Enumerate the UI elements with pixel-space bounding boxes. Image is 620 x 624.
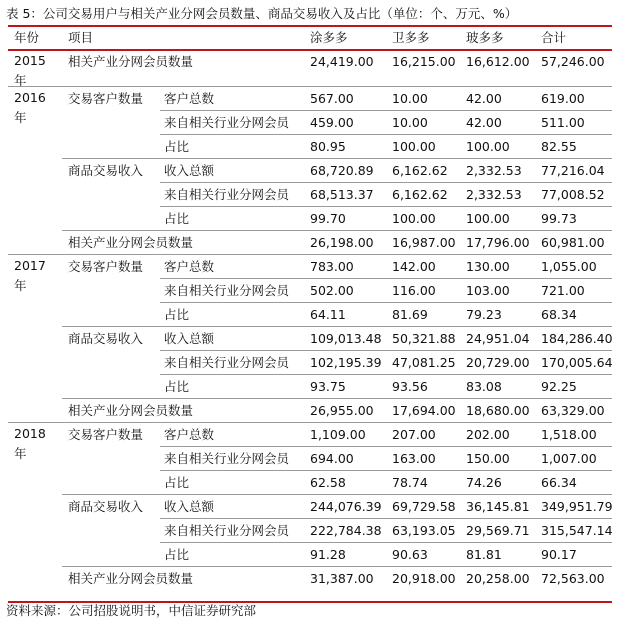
- value-boduoduo: 202.00: [466, 427, 510, 442]
- group-rule: [62, 230, 612, 231]
- sub-row-rule: [160, 302, 612, 303]
- value-tuduoduo: 502.00: [310, 283, 354, 298]
- group-rule: [62, 494, 612, 495]
- value-total: 184,286.40: [541, 331, 613, 346]
- value-tuduoduo: 694.00: [310, 451, 354, 466]
- group-label-customers: 交易客户数量: [68, 259, 144, 274]
- sub-row-label: 占比: [164, 475, 190, 490]
- sub-row-label: 占比: [164, 547, 190, 562]
- value-tuduoduo: 26,955.00: [310, 403, 374, 418]
- sub-row-label: 客户总数: [164, 91, 215, 106]
- value-total: 349,951.79: [541, 499, 613, 514]
- row-label: 相关产业分网会员数量: [68, 54, 194, 69]
- value-weiduoduo: 16,987.00: [392, 235, 456, 250]
- value-boduoduo: 42.00: [466, 91, 502, 106]
- value-weiduoduo: 116.00: [392, 283, 436, 298]
- value-total: 1,055.00: [541, 259, 597, 274]
- value-boduoduo: 20,729.00: [466, 355, 530, 370]
- value-total: 315,547.14: [541, 523, 613, 538]
- value-boduoduo: 2,332.53: [466, 163, 522, 178]
- sub-row-rule: [160, 350, 612, 351]
- value-weiduoduo: 47,081.25: [392, 355, 456, 370]
- value-boduoduo: 42.00: [466, 115, 502, 130]
- value-weiduoduo: 81.69: [392, 307, 428, 322]
- value-weiduoduo: 17,694.00: [392, 403, 456, 418]
- value-tuduoduo: 64.11: [310, 307, 346, 322]
- value-weiduoduo: 78.74: [392, 475, 428, 490]
- value-boduoduo: 20,258.00: [466, 571, 530, 586]
- value-total: 57,246.00: [541, 54, 605, 69]
- year-label: 2017年: [14, 258, 46, 293]
- value-weiduoduo: 10.00: [392, 115, 428, 130]
- sub-row-label: 占比: [164, 211, 190, 226]
- value-tuduoduo: 93.75: [310, 379, 346, 394]
- sub-row-rule: [160, 134, 612, 135]
- value-boduoduo: 24,951.04: [466, 331, 530, 346]
- group-rule: [62, 566, 612, 567]
- sub-row-label: 收入总额: [164, 499, 215, 514]
- value-total: 90.17: [541, 547, 577, 562]
- value-weiduoduo: 163.00: [392, 451, 436, 466]
- sub-row-label: 客户总数: [164, 427, 215, 442]
- value-weiduoduo: 10.00: [392, 91, 428, 106]
- value-weiduoduo: 93.56: [392, 379, 428, 394]
- value-weiduoduo: 6,162.62: [392, 163, 448, 178]
- sub-row-rule: [160, 446, 612, 447]
- sub-row-label: 来自相关行业分网会员: [164, 115, 290, 130]
- header-weiduoduo: 卫多多: [392, 30, 430, 45]
- year-separator-rule: [8, 86, 612, 87]
- group-label-revenue: 商品交易收入: [68, 163, 144, 178]
- value-total: 511.00: [541, 115, 585, 130]
- value-weiduoduo: 50,321.88: [392, 331, 456, 346]
- value-total: 77,008.52: [541, 187, 605, 202]
- value-tuduoduo: 62.58: [310, 475, 346, 490]
- value-weiduoduo: 90.63: [392, 547, 428, 562]
- value-weiduoduo: 6,162.62: [392, 187, 448, 202]
- value-tuduoduo: 68,720.89: [310, 163, 374, 178]
- value-total: 721.00: [541, 283, 585, 298]
- value-boduoduo: 29,569.71: [466, 523, 530, 538]
- sub-row-rule: [160, 542, 612, 543]
- value-total: 60,981.00: [541, 235, 605, 250]
- value-boduoduo: 150.00: [466, 451, 510, 466]
- value-tuduoduo: 244,076.39: [310, 499, 382, 514]
- table-title: 表 5：公司交易用户与相关产业分网会员数量、商品交易收入及占比（单位：个、万元、%）: [6, 6, 518, 21]
- value-boduoduo: 16,612.00: [466, 54, 530, 69]
- members-row-label: 相关产业分网会员数量: [68, 571, 194, 586]
- value-boduoduo: 74.26: [466, 475, 502, 490]
- sub-row-label: 占比: [164, 139, 190, 154]
- sub-row-label: 来自相关行业分网会员: [164, 283, 290, 298]
- value-tuduoduo: 222,784.38: [310, 523, 382, 538]
- source-note: 资料来源：公司招股说明书，中信证券研究部: [6, 603, 257, 618]
- sub-row-rule: [160, 518, 612, 519]
- sub-row-rule: [160, 206, 612, 207]
- value-total: 63,329.00: [541, 403, 605, 418]
- header-total: 合计: [541, 30, 567, 45]
- value-tuduoduo: 459.00: [310, 115, 354, 130]
- group-label-customers: 交易客户数量: [68, 427, 144, 442]
- group-label-revenue: 商品交易收入: [68, 499, 144, 514]
- sub-row-rule: [160, 374, 612, 375]
- value-tuduoduo: 91.28: [310, 547, 346, 562]
- value-total: 99.73: [541, 211, 577, 226]
- value-weiduoduo: 69,729.58: [392, 499, 456, 514]
- value-tuduoduo: 102,195.39: [310, 355, 382, 370]
- year-separator-rule: [8, 254, 612, 255]
- value-tuduoduo: 783.00: [310, 259, 354, 274]
- value-total: 170,005.64: [541, 355, 613, 370]
- sub-row-label: 收入总额: [164, 331, 215, 346]
- sub-row-rule: [160, 278, 612, 279]
- value-total: 77,216.04: [541, 163, 605, 178]
- value-weiduoduo: 100.00: [392, 139, 436, 154]
- group-rule: [62, 158, 612, 159]
- sub-row-label: 来自相关行业分网会员: [164, 355, 290, 370]
- group-rule: [62, 326, 612, 327]
- value-total: 92.25: [541, 379, 577, 394]
- header-boduoduo: 玻多多: [466, 30, 504, 45]
- header-tuduoduo: 涂多多: [310, 30, 348, 45]
- value-total: 68.34: [541, 307, 577, 322]
- members-row-label: 相关产业分网会员数量: [68, 235, 194, 250]
- value-total: 82.55: [541, 139, 577, 154]
- value-total: 1,007.00: [541, 451, 597, 466]
- year-label: 2015年: [14, 53, 46, 88]
- value-boduoduo: 18,680.00: [466, 403, 530, 418]
- value-tuduoduo: 1,109.00: [310, 427, 366, 442]
- sub-row-rule: [160, 182, 612, 183]
- value-boduoduo: 103.00: [466, 283, 510, 298]
- value-boduoduo: 17,796.00: [466, 235, 530, 250]
- value-boduoduo: 100.00: [466, 211, 510, 226]
- value-weiduoduo: 20,918.00: [392, 571, 456, 586]
- value-weiduoduo: 100.00: [392, 211, 436, 226]
- year-separator-rule: [8, 422, 612, 423]
- value-tuduoduo: 567.00: [310, 91, 354, 106]
- sub-row-rule: [160, 110, 612, 111]
- value-tuduoduo: 68,513.37: [310, 187, 374, 202]
- value-weiduoduo: 142.00: [392, 259, 436, 274]
- sub-row-label: 占比: [164, 379, 190, 394]
- value-boduoduo: 79.23: [466, 307, 502, 322]
- value-tuduoduo: 31,387.00: [310, 571, 374, 586]
- value-weiduoduo: 16,215.00: [392, 54, 456, 69]
- year-label: 2016年: [14, 90, 46, 125]
- value-boduoduo: 81.81: [466, 547, 502, 562]
- value-tuduoduo: 26,198.00: [310, 235, 374, 250]
- header-year: 年份: [14, 30, 40, 45]
- sub-row-label: 来自相关行业分网会员: [164, 523, 290, 538]
- value-boduoduo: 2,332.53: [466, 187, 522, 202]
- sub-row-label: 来自相关行业分网会员: [164, 451, 290, 466]
- group-label-revenue: 商品交易收入: [68, 331, 144, 346]
- sub-row-label: 来自相关行业分网会员: [164, 187, 290, 202]
- value-boduoduo: 130.00: [466, 259, 510, 274]
- year-label: 2018年: [14, 426, 46, 461]
- value-boduoduo: 83.08: [466, 379, 502, 394]
- members-row-label: 相关产业分网会员数量: [68, 403, 194, 418]
- value-total: 72,563.00: [541, 571, 605, 586]
- value-total: 619.00: [541, 91, 585, 106]
- value-tuduoduo: 80.95: [310, 139, 346, 154]
- value-total: 1,518.00: [541, 427, 597, 442]
- value-tuduoduo: 109,013.48: [310, 331, 382, 346]
- value-total: 66.34: [541, 475, 577, 490]
- sub-row-label: 占比: [164, 307, 190, 322]
- value-tuduoduo: 24,419.00: [310, 54, 374, 69]
- sub-row-label: 收入总额: [164, 163, 215, 178]
- value-tuduoduo: 99.70: [310, 211, 346, 226]
- value-weiduoduo: 207.00: [392, 427, 436, 442]
- sub-row-label: 客户总数: [164, 259, 215, 274]
- value-boduoduo: 100.00: [466, 139, 510, 154]
- value-weiduoduo: 63,193.05: [392, 523, 456, 538]
- header-item: 项目: [68, 30, 94, 45]
- sub-row-rule: [160, 470, 612, 471]
- value-boduoduo: 36,145.81: [466, 499, 530, 514]
- group-rule: [62, 398, 612, 399]
- group-label-customers: 交易客户数量: [68, 91, 144, 106]
